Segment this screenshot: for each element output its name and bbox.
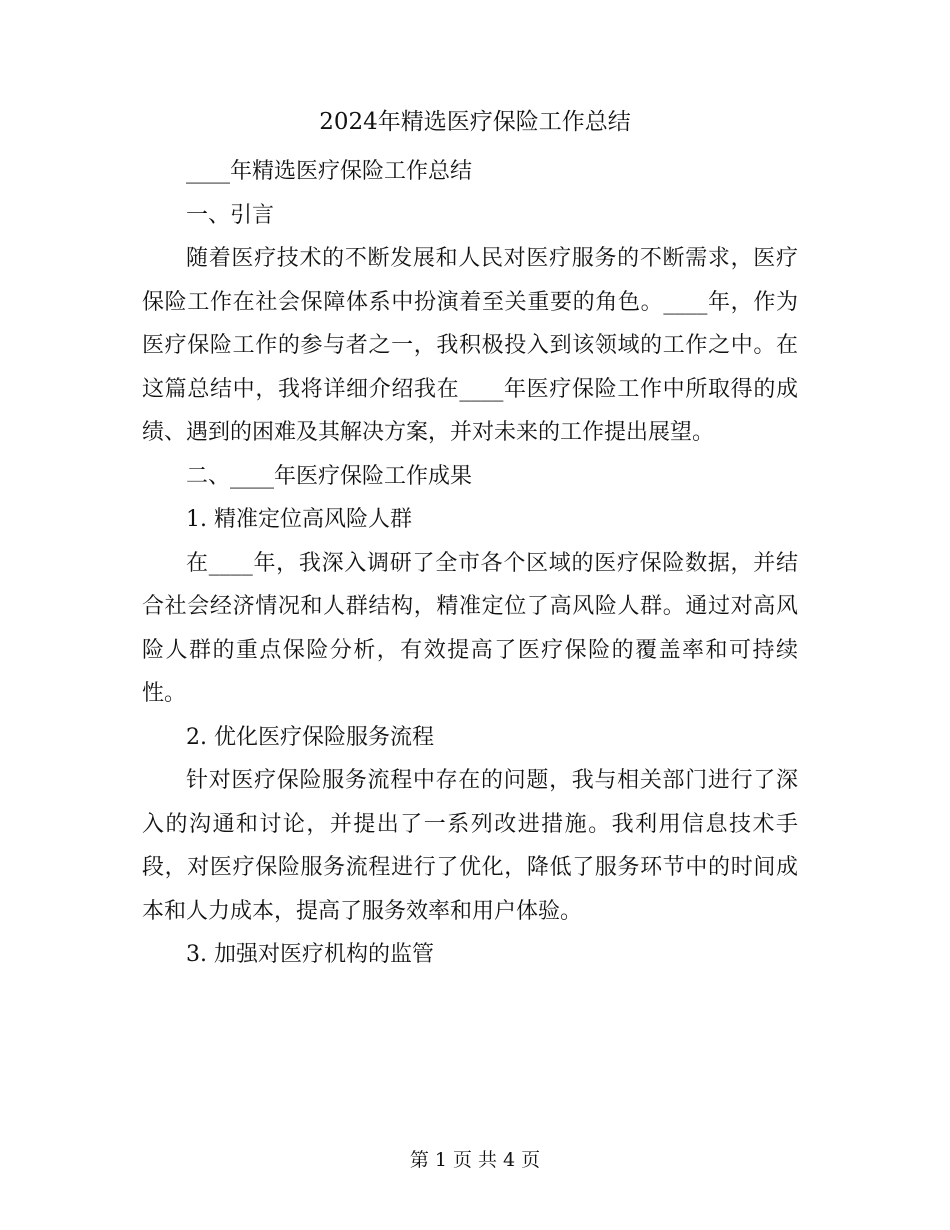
section-heading-results: 二、____年医疗保险工作成果: [186, 463, 473, 489]
page-number-footer: 第 1 页 共 4 页: [409, 1149, 541, 1171]
body-paragraph: 随着医疗技术的不断发展和人民对医疗服务的不断需求，医疗保险工作在社会保障体系中扮演着至关重要的角色。____年，作为医疗保险工作的参与者之一，我积极投入到该领域的工作之中。在这篇总结中，我将详细介绍我在____年医疗保险工作中所取得的成绩、遇到的困难及其解决方案，并对未来的工作提出展望。: [142, 246, 798, 445]
subheading-item-1: 1. 精准定位高风险人群: [186, 507, 412, 532]
subheading-item-2: 2. 优化医疗保险服务流程: [186, 724, 434, 750]
body-paragraph: 在____年，我深入调研了全市各个区域的医疗保险数据，并结合社会经济情况和人群结构，精准定位了高风险人群。通过对高风险人群的重点保险分析，有效提高了医疗保险的覆盖率和可持续性。: [142, 550, 798, 706]
body-paragraph: 针对医疗保险服务流程中存在的问题，我与相关部门进行了深入的沟通和讨论，并提出了一系列改进措施。我利用信息技术手段，对医疗保险服务流程进行了优化，降低了服务环节中的时间成本和人力成本，提高了服务效率和用户体验。: [142, 768, 798, 924]
document-title: 2024年精选医疗保险工作总结: [319, 109, 631, 135]
section-heading-introduction: 一、引言: [186, 202, 275, 228]
document-body: [142, 150, 798, 977]
subheading-item-3: 3. 加强对医疗机构的监管: [186, 942, 434, 967]
subtitle-paragraph: ____年精选医疗保险工作总结: [186, 159, 473, 184]
